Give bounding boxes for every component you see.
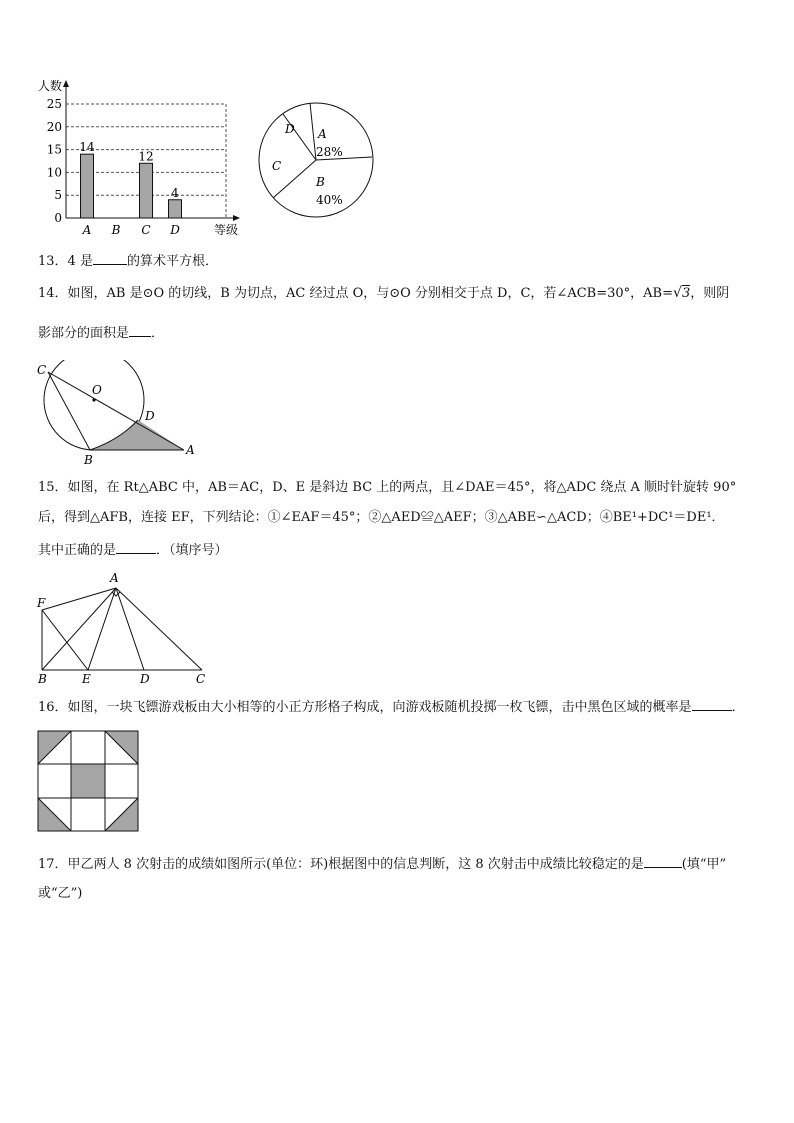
q15-label-b: B [38,672,47,685]
pie-label-a: A [318,127,327,141]
pie-chart [256,100,380,224]
bar-category-label: C [141,223,151,237]
q15-label-f: F [37,596,46,610]
pie-label-d: D [285,122,295,136]
q13-answer-blank[interactable] [93,250,127,265]
bar-a [81,154,94,218]
q14-label-o: O [92,383,102,397]
q14-label-d: D [145,409,155,423]
q15-label-d: D [140,672,150,685]
q14-shaded-region [90,420,184,450]
pie-label-c: C [272,159,282,173]
bar-y-tick-label: 25 [46,97,62,111]
q14-line2: 影部分的面积是 [38,326,130,341]
q13-text-b: 的算术平方根． [126,254,218,269]
bar-category-label: B [111,223,121,237]
bar-chart [36,78,246,240]
q14-figure [34,360,204,470]
question-15-line2 [38,508,760,528]
q17-number: 17． [38,857,68,872]
bar-y-tick-label: 15 [46,142,62,157]
question-13 [38,250,760,272]
bar-y-label: 人数 [38,79,63,93]
bar-data-label: 4 [171,185,179,200]
q15-answer-blank[interactable] [116,539,156,554]
bar-x-label: 等级 [214,223,239,237]
bar-data-label: 12 [138,149,154,164]
question-14-line2: 影部分的面积是 ． [38,322,760,344]
question-15-line3: 其中正确的是 ．（填序号） [38,539,760,561]
q16-answer-blank[interactable] [692,696,732,711]
q13-text-a: 4 是 [67,254,93,269]
q15-line1: 如图，在 Rt△ABC 中，AB＝AC，D、E 是斜边 BC 上的两点，且∠DAE＝45°，将△ADC 绕点 A 顺时针旋转 90° [67,480,737,495]
pie-label-b: B [316,175,325,189]
pie-pct-a: 28% [316,145,343,159]
q16-dartboard [37,730,139,832]
q16-text: 如图，一块飞镖游戏板由大小相等的小正方形格子构成，向游戏板随机投掷一枚飞镖，击中黑色区域的概率是 [67,700,692,715]
pie-pct-b: 40% [316,193,343,207]
q15-label-c: C [196,672,206,685]
q15-line3: 其中正确的是 [38,543,117,558]
q13-number: 13． [38,254,68,269]
bar-y-tick-label: 0 [54,211,62,225]
bar-data-label: 14 [79,140,95,155]
q14-answer-blank[interactable] [129,322,151,337]
q17-line2: 或“乙”) [38,886,83,901]
q14-line1-b: ，则阴 [690,286,730,301]
bar-category-label: A [82,223,92,237]
question-14 [38,284,760,304]
question-17-line2 [38,884,760,904]
bar-y-tick-label: 10 [46,165,62,180]
q14-sqrt: √ 3 [672,285,691,301]
q14-line1-a: 如图，AB 是⊙O 的切线，B 为切点，AC 经过点 O，与⊙O 分别相交于点 D，C，若∠ACB=30°，AB= [67,286,673,301]
q15-number: 15． [38,480,68,495]
q15-figure [34,570,214,685]
q14-label-b: B [84,453,93,467]
bar-c [140,163,153,218]
q14-label-c: C [37,363,47,377]
q15-label-e: E [82,672,91,685]
dartboard-center [71,764,105,798]
q17-line1: 甲乙两人 8 次射击的成绩如图所示(单位：环)根据图中的信息判断，这 8 次射击中成绩比较稳定的是 [67,857,644,872]
q14-label-a: A [186,443,195,457]
bar-y-tick-label: 5 [54,188,62,203]
question-17: 17．甲乙两人 8 次射击的成绩如图所示(单位：环)根据图中的信息判断，这 8 次射击中成绩比较稳定的是 (填“甲” [38,853,760,875]
bar-y-tick-label: 20 [46,119,62,134]
q17-answer-blank[interactable] [644,853,682,868]
bar-category-label: D [170,223,180,237]
q15-line2: 后，得到△AFB，连接 EF，下列结论：①∠EAF＝45°；②△AED≌△AEF；③△ABE∽△ACD；④BE¹+DC¹＝DE¹． [38,510,725,525]
q14-number: 14． [38,286,68,301]
q15-label-a: A [110,571,119,585]
question-16: 16．如图，一块飞镖游戏板由大小相等的小正方形格子构成，向游戏板随机投掷一枚飞镖，击中黑色区域的概率是 ． [38,696,760,718]
bar-d [169,200,182,218]
q16-number: 16． [38,700,68,715]
question-15 [38,478,760,498]
